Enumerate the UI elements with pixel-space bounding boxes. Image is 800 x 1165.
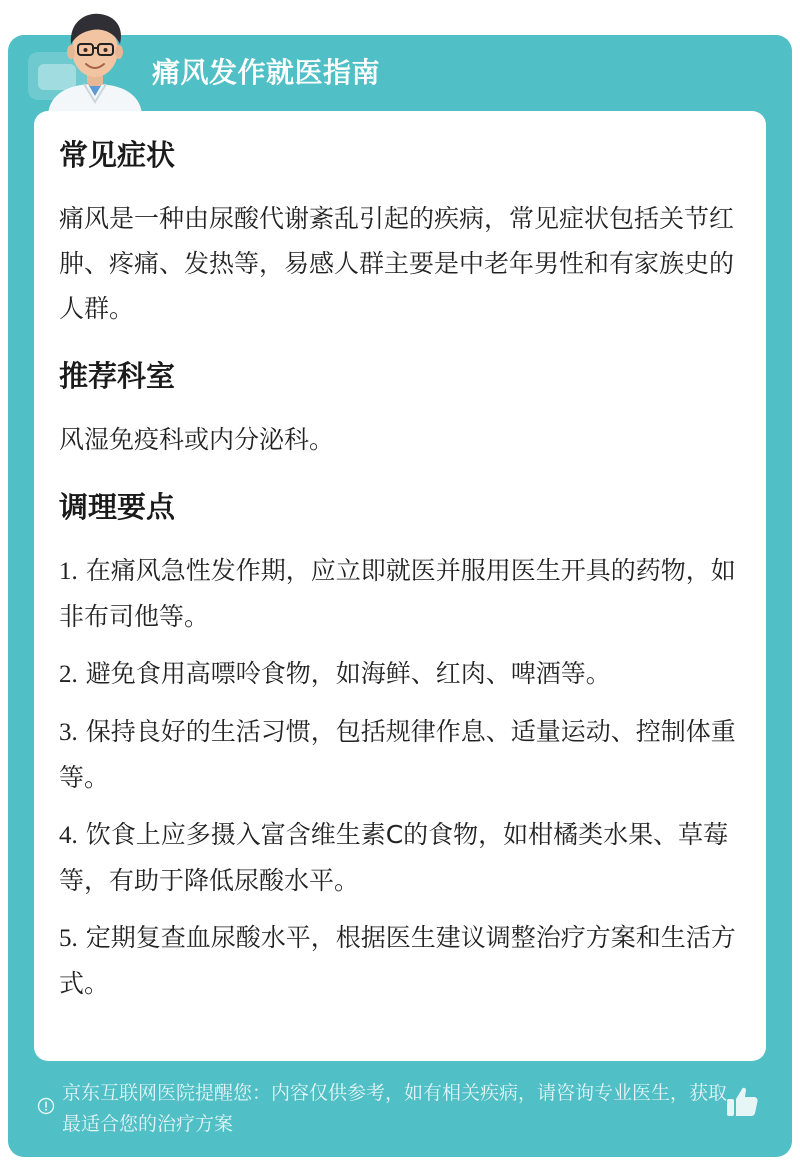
list-item: 5. 定期复查血尿酸水平，根据医生建议调整治疗方案和生活方式。	[59, 923, 736, 998]
section-title-department: 推荐科室	[59, 359, 176, 393]
guide-content	[59, 130, 739, 1018]
thumbs-up-icon[interactable]	[724, 1084, 760, 1120]
symptoms-text: 痛风是一种由尿酸代谢紊乱引起的疾病，常见症状包括关节红肿、疼痛、发热等，易感人群主要是中老年男性和有家族史的人群。	[59, 204, 735, 323]
doctor-avatar-icon	[40, 2, 150, 114]
list-item: 3. 保持良好的生活习惯，包括规律作息、适量运动、控制体重等。	[59, 717, 736, 792]
page-title: 痛风发作就医指南	[152, 56, 381, 89]
info-circle-icon	[37, 1097, 55, 1115]
section-title-care-tips: 调理要点	[59, 490, 176, 524]
department-text: 风湿免疫科或内分泌科。	[59, 425, 335, 454]
section-title-symptoms: 常见症状	[59, 138, 176, 172]
footer-disclaimer: 京东互联网医院提醒您：内容仅供参考，如有相关疾病，请咨询专业医生，获取最适合您的治疗方案	[62, 1082, 728, 1135]
list-item: 4. 饮食上应多摄入富含维生素C的食物，如柑橘类水果、草莓等，有助于降低尿酸水平。	[59, 820, 729, 895]
list-item: 1. 在痛风急性发作期，应立即就医并服用医生开具的药物，如非布司他等。	[59, 556, 736, 631]
list-item: 2. 避免食用高嘌呤食物，如海鲜、红肉、啤酒等。	[59, 659, 611, 688]
